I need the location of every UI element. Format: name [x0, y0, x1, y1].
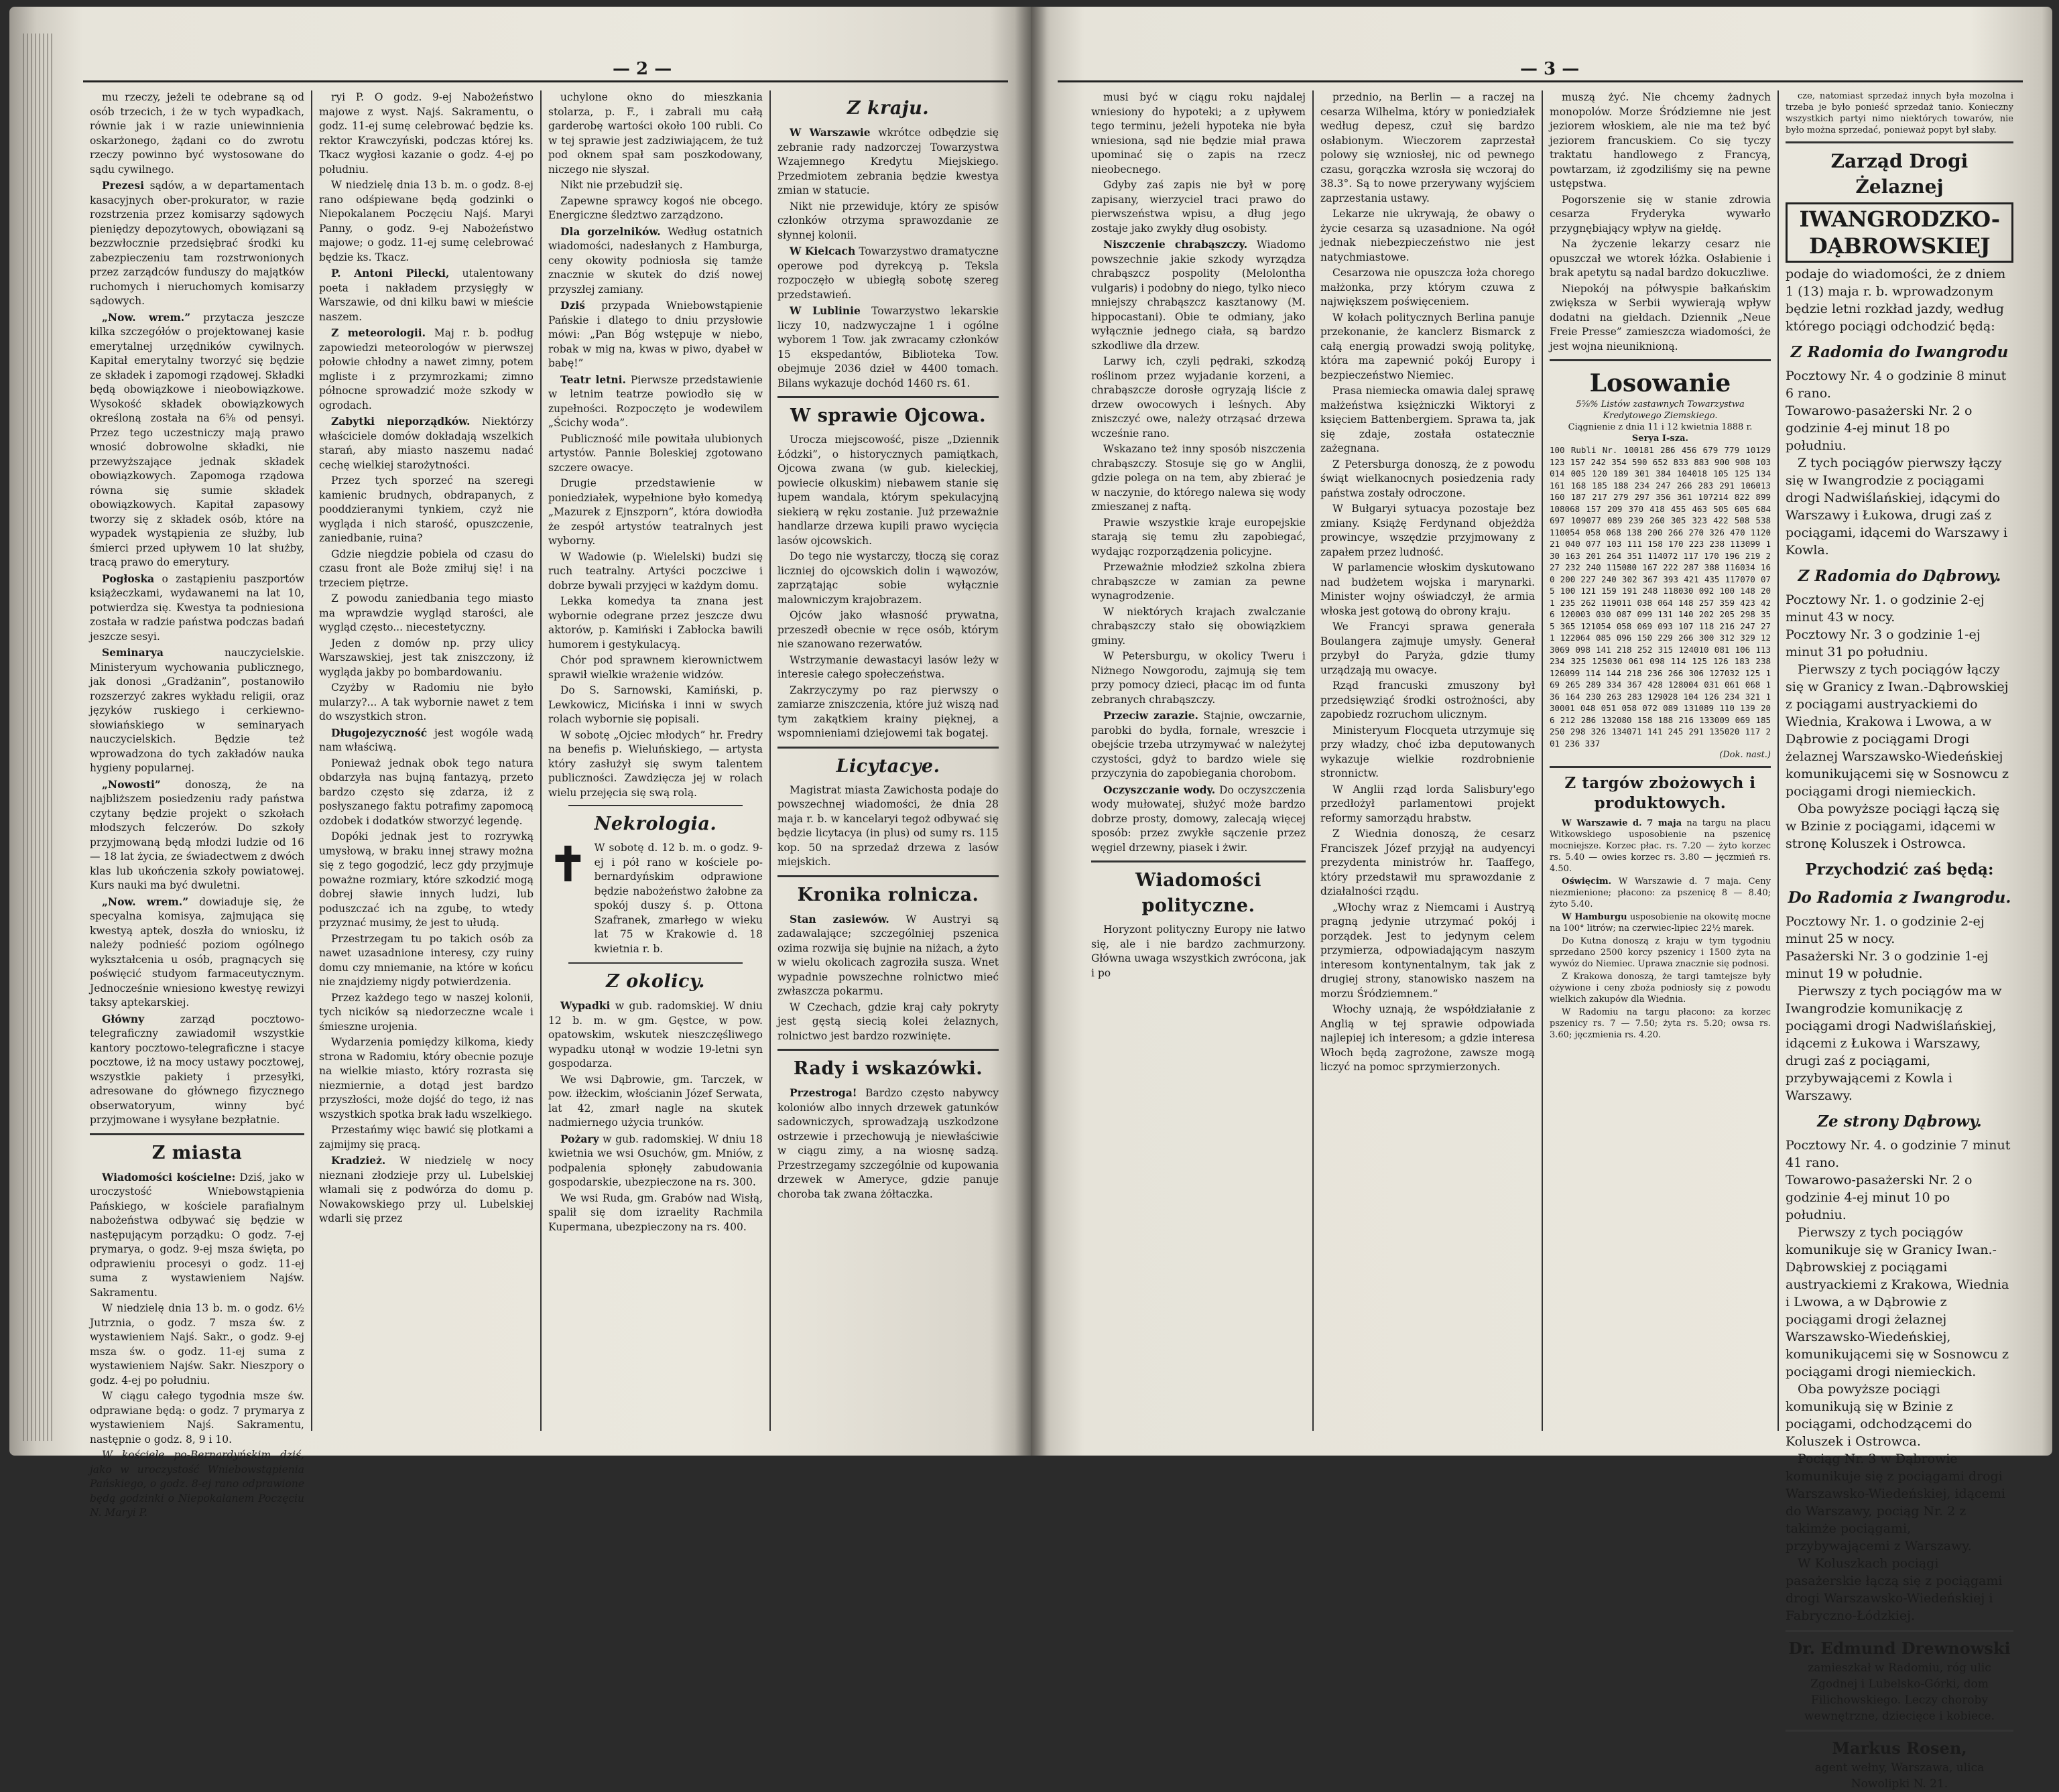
- section-heading: Z kraju.: [847, 98, 930, 119]
- lead-word: Wypadki: [560, 999, 611, 1012]
- column-rule: [1542, 90, 1543, 1431]
- paragraph: Stajnie, owczarnie, parobki do bydła, fornale, wreszcie i obejście trzeba utrzymywać w należytej czystości, gdyż to bardzo wiele się przyczynia do zapobiegania chorobom.: [1091, 710, 1306, 779]
- paragraph: Lekarze nie ukrywają, że obawy o życie cesarza są uzasadnione. Na ogół jednak niebezpieczeństwo nie jest natychmiastowe.: [1320, 208, 1535, 263]
- paragraph: Przestrzegam tu po takich osób za nawet uzasadnione interesy, czy ruiny domu czy mniemanie, na które w końcu nie znajdziemy nigdy potwierdzenia.: [319, 932, 534, 988]
- paragraph: Wskazano też inny sposób niszczenia chrabąszczy. Stosuje się go w Anglii, gdzie polega on na tem, aby zbierać je w naczynie, do którego nalewa się wody zmieszanej z naftą.: [1091, 443, 1306, 513]
- paragraph: Według ostatnich wiadomości, nadesłanych z Hamburga, ceny okowity podniosła się tamże znacznie w skutek do dziś nowej przyszłej zamiany.: [548, 225, 763, 296]
- losowanie-date: Ciągnienie z dnia 11 i 12 kwietnia 1888 r.: [1568, 422, 1753, 432]
- train-entry: Pocztowy Nr. 1. o godzinie 2-ej minut 43 w nocy.: [1786, 592, 1985, 625]
- section-heading: Z targów zbożowych i produktowych.: [1564, 774, 1756, 812]
- lead-word: Dziś: [560, 299, 585, 312]
- paragraph: utalentowany poeta i nakładem przysięgły w Warszawie, od dni kilku bawi w mieście naszem.: [319, 267, 534, 323]
- paragraph: W sobotę d. 12 b. m. o godz. 9-ej i pół rano w kościele po-bernardyńskim odprawione będzie nabożeństwo żałobne za spokój duszy ś. p. Ottona Szafranek, zmarłego w wieku lat 75 w Krakowie d. 18 kwietnia r. b.: [594, 842, 763, 955]
- train-entry: Pocztowy Nr. 3 o godzinie 1-ej minut 31 po południu.: [1786, 627, 1981, 659]
- train-note: Pociąg Nr. 3 w Dąbrowie komunikuje się z pociągami drogi Warszawsko-Wiedeńskiej, idącemi do Warszawy, pociąg Nr. 2 z takimże pociągami, przybywającemi z Warszawy.: [1786, 1452, 2005, 1553]
- paragraph: donoszą, że na najbliższem posiedzeniu rady państwa czytany będzie projekt o szkołach młodszych felczerów. Do szkoły przyjmowaną będą młodzi ludzie od 16 — 18 lat życia, ze świadectwem z dwóch klas lub ukończenia szkoły powiatowej. Kurs nauki ma być dwuletni.: [90, 778, 304, 891]
- train-entry: Pocztowy Nr. 4. o godzinie 7 minut 41 rano.: [1786, 1138, 2011, 1170]
- paragraph: Ponieważ jednak obok tego natura obdarzyła nas bujną fantazyą, przeto bardzo często się zdarza, iż z posłyszanego faktu potrafimy zapomocą ozdobek i dodatków stworzyć legendę.: [319, 757, 534, 827]
- section-heading: Z miasta: [151, 1142, 243, 1163]
- lead-word: Długojezyczność: [331, 726, 428, 739]
- lead-word: Przestroga!: [790, 1086, 857, 1099]
- obituary: [548, 836, 763, 958]
- losowanie-subtitle: 5⅝% Listów zastawnych Towarzystwa Kredytowego Ziemskiego.: [1576, 399, 1745, 421]
- left-col-4: [777, 90, 999, 1437]
- railway-name: IWANGRODZKO-DĄBROWSKIEJ: [1786, 202, 2013, 263]
- nekrologia-heading: Nekrologia.: [594, 814, 717, 834]
- paragraph: W Wadowie (p. Wielelski) budzi się ruch teatralny. Artyści poczciwe i dobrze bywali przyjęci w każdym domu.: [548, 550, 763, 592]
- paragraph: Do oczyszczenia wody mułowatej, służyć może bardzo dobrze prosty, domowy, zalecają więcej sposób: przez zwykłe sączenie przez węgiel drzewny, piasek i żwir.: [1091, 783, 1306, 854]
- paragraph: W Radomiu na targu płacono: za korzec pszenicy rs. 7 — 7.50; żyta rs. 5.20; owsa rs. 3.60; jęczmienia rs. 4.20.: [1550, 1007, 1771, 1040]
- section-heading: W sprawie Ojcowa.: [790, 405, 986, 426]
- section-divider: [1550, 766, 1771, 768]
- lead-word: Oświęcim.: [1562, 877, 1612, 887]
- paragraph: Przestańmy więc bawić się plotkami a zajmijmy się pracą.: [319, 1124, 534, 1151]
- section-divider: [777, 1049, 999, 1051]
- paragraph: W niedzielę w nocy nieznani złodzieje przy ul. Lubelskiej włamali się z podwórza do domu p. Nowakowskiego przy ul. Lubelskiej wdarli się przez: [319, 1155, 534, 1224]
- train-note: Pierwszy z tych pociągów ma w Iwangrodzie komunikację z pociągami drogi Nadwiślańskiej, idącemi z Łukowa i Warszawy, drugi zaś z pociągami, przybywającemi z Kowla i Warszawy.: [1786, 984, 2002, 1103]
- paragraph: Czyżby w Radomiu nie było mularzy?... A tak wybornie nawet z tem do wszystkich stron.: [319, 682, 534, 722]
- paragraph: W Petersburgu, w okolicy Tweru i Niżnego Nowgorodu, zajmują się tem przy pomocy dzieci, płacąc im od funta zebranych chrabąszczy.: [1091, 650, 1306, 706]
- train-note: Pierwszy z tych pociągów komunikuje się w Granicy Iwan.-Dąbrowskiej z pociągami austryackiemi z Krakowa, Wiednia i Lwowa, a w Dąbrowie z pociągami drogi żelaznej Warszawsko-Wiedeńskiej, komunikującemi się w Sosnowcu z pociągami drogi niemieckich.: [1786, 1225, 2009, 1379]
- lead-word: W Warszawie: [790, 126, 871, 139]
- paragraph: W sobotę „Ojciec młodych” hr. Fredry na benefis p. Wieluńskiego, — artysta który zasłużył się swym talentem publiczności. Zawdzięcza jej w rolach wielu przejęcia się swą rolą.: [548, 728, 763, 799]
- route-heading: Przychodzić zaś będą:: [1805, 860, 1994, 879]
- newspaper-spread: [9, 7, 2052, 1791]
- paragraph: przypada Wniebowstąpienie Pańskie i dlatego to dniu przysłowie mówi: „Pan Bóg wstępuje w niebo, robak w mig na, kwas w piwo, dyabeł w babę!”: [548, 300, 763, 369]
- paragraph: W Czechach, gdzie kraj cały pokryty jest gęstą siecią kolei żelaznych, rolnictwo jest bardzo rozwinięte.: [777, 1001, 999, 1042]
- paragraph: W kościele po-Bernardyńskim dziś, jako w uroczystość Wniebowstąpienia Pańskiego, o godz. 8-ej rano odprawione będą godzinki o Niepokalanem Poczęciu N. Maryi P.: [90, 1449, 304, 1519]
- lead-word: Prezesi: [102, 179, 144, 192]
- section-heading: Rady i wskazówki.: [793, 1058, 983, 1079]
- paragraph: Przeważnie młodzież szkolna zbiera chrabąszcze w zamian za pewne wynagrodzenie.: [1091, 561, 1306, 602]
- right-col-2: [1320, 90, 1535, 1437]
- paragraph: Towarzystwo dramatyczne operowe pod dyrekcyą p. Teksla rozpoczęło w ubiegłą sobotę szereg przedstawień.: [777, 245, 999, 301]
- paragraph: Bardzo często nabywcy koloniów albo innych drzewek gatunków sadowniczych, sprowadzają uszkodzone ostrzewie i przechowują je niewłaściwie w ciągu zimy, a na wiosnę sadzą. Przestrzegamy szczególnie od kupowania drzewek w Ameryce, gdzie panuje choroba tak zwana żółtaczka.: [777, 1087, 999, 1200]
- lead-word: „Now. wrem.”: [102, 310, 191, 324]
- lead-word: W Hamburgu: [1562, 912, 1627, 922]
- paragraph: Z powodu zaniedbania tego miasto ma wprawdzie wygląd starości, ale wygląd często... niecestetyczny.: [319, 592, 534, 633]
- page-number-right: — 3 —: [1520, 59, 1580, 79]
- section-divider: [1091, 860, 1306, 862]
- paragraph: Zapewne sprawcy kogoś nie obcego. Energiczne śledztwo zarządzono.: [548, 194, 763, 221]
- train-note: Z tych pociągów pierwszy łączy się w Iwangrodzie z pociągami drogi Nadwiślańskiej, idącymi do Warszawy i Łukowa, drugi zaś z pociągami, idącemi do Warszawy i Kowla.: [1786, 456, 2008, 558]
- paragraph: Dziś, jako w uroczystość Wniebowstąpienia Pańskiego, w kościele parafialnym nabożeństwa odbywać się będzie w następującym porządku: O godz. 7-ej prymarya, o godz. 9-ej msza święta, po odprawieniu procesyi o godz. 11-ej suma z wystawieniem Najśw. Sakramentu.: [90, 1171, 304, 1299]
- lead-word: W Kielcach: [790, 245, 856, 257]
- lead-word: P. Antoni Pilecki,: [331, 267, 450, 279]
- draw-numbers: 100 Rubli Nr. 100181 286 456 679 779 10129 123 157 242 354 590 652 833 883 900 908 103014 005 120 189 301 384 104018 105 125 134 161 168 185 188 234 247 266 283 291 106013 160 187 217 279 297 356 361 107214 822 899 108068 157 209 370 418 455 463 505 605 684 697 109077 089 239 260 305 323 422 508 538 110054 058 068 138 200 266 270 326 470 112021 040 077 103 111 158 170 223 238 113099 130 163 201 264 351 114072 117 170 196 219 227 232 240 115080 167 222 287 388 116034 160 200 227 240 302 367 393 421 435 117070 075 100 121 159 191 248 118030 092 100 148 201 235 262 119011 038 064 148 257 359 423 426 120003 030 087 099 131 140 202 205 298 355 365 121054 058 069 093 107 118 216 247 271 122064 085 096 150 229 266 300 312 329 123069 098 141 218 252 315 124010 081 106 113 234 325 125030 061 098 114 125 126 183 238 126099 114 144 218 236 266 306 127032 125 169 265 289 334 367 428 128004 031 061 068 136 164 230 263 283 129028 104 126 234 321 130001 048 051 058 072 089 131089 110 139 206 212 286 132080 158 188 216 133009 069 185 250 298 326 134071 141 245 291 135020 117 201 236 337: [1550, 445, 1771, 749]
- lead-word: Wiadomości kościelne:: [102, 1170, 236, 1183]
- column-rule: [769, 90, 771, 1431]
- advert-text: agent wełny, Warszawa, ulica Nowolipki N. 21.: [1814, 1761, 1985, 1791]
- section-divider: [1786, 1630, 2013, 1632]
- paragraph: Gdyby zaś zapis nie był w porę zapisany, wierzyciel traci prawo do pierwszeństwa wpisu, a dług jego zostaje jako zwykły dług osobisty.: [1091, 179, 1306, 235]
- paragraph: Larwy ich, czyli pędraki, szkodzą roślinom przez wyjadanie korzeni, a chrabąszcze dorosłe ogryzają liście z drzew owocowych i leśnych. Aby zniszczyć owe, należy otrząsać drzewa wcześnie rano.: [1091, 355, 1306, 440]
- section-divider: [568, 805, 743, 806]
- paragraph: Z Wiednia donoszą, że cesarz Franciszek Józef przyjął na audyencyi prezydenta ministrów hr. Taaffego, który przedstawił mu sprawozdanie z działalności rządu.: [1320, 828, 1535, 897]
- page-edges: [23, 34, 52, 1441]
- paragraph: W Anglii rząd lorda Salisbury'ego przedłożył parlamentowi projekt reformy samorządu hrabstw.: [1320, 783, 1535, 824]
- column-rule: [540, 90, 542, 1431]
- left-col-1: [90, 90, 304, 1519]
- book-gutter: [1015, 7, 1047, 1456]
- paragraph: Niepokój na półwyspie bałkańskim zwiększa w Serbii wywierają wpływ dodatni na giełdach. Dziennik „Neue Freie Presse” zamieszcza wiadomości, że jest wojna nieuniknioną.: [1550, 282, 1771, 353]
- paragraph: w gub. radomskiej. W dniu 12 b. m. w gm. Gęstce, w pow. opatowskim, wskutek nieszczęśliwego wypadku utonął w wodzie 19-letni syn gospodarza.: [548, 1000, 763, 1070]
- paragraph: Do Kutna donoszą z kraju w tym tygodniu sprzedano 2500 korcy pszenicy i 1500 żyta na wywóz do Niemiec. Uprawa znacznie się podnosi.: [1550, 936, 1771, 969]
- section-divider: [777, 747, 999, 749]
- column-rule: [311, 90, 312, 1431]
- paragraph: Prasa niemiecka omawia dalej sprawę małżeństwa księżniczki Wiktoryi z księciem Battenbergiem. Sprawa ta, jak się zdaje, została ostatecznie zażegnana.: [1320, 385, 1535, 454]
- paragraph: Lekka komedya ta znana jest wybornie odegrane przez jeszcze dwu aktorów, p. Kamiński i Zabłocka bawili humorem i gestykulacyą.: [548, 595, 763, 651]
- paragraph: Maj r. b. podług zapowiedzi meteorologów w pierwszej połowie chłodny a nawet zimny, potem mgliste i z przymrozkami; zimno północne sprowadzić może szkody w ogrodach.: [319, 327, 534, 411]
- column-rule: [1312, 90, 1314, 1431]
- paragraph: Niektórzy właściciele domów dokładają wszelkich starań, aby miasto naszemu nadać cechę wielkiej starożytności.: [319, 415, 534, 471]
- paragraph: Towarzystwo lekarskie liczy 10, nadzwyczajne 1 i ogólne wyborem 1 Tow. jak zwracamy członków 15 ekspedantów, Biblioteka Tow. obejmuje 2036 dzieł w 4400 tomach. Bilans wykazuje dochód 1460 rs. 61.: [777, 305, 999, 389]
- lead-word: Seminarya: [102, 646, 164, 659]
- paragraph: We Francyi sprawa generała Boulangera zajmuje umysły. Generał przybył do Paryża, gdzie tłumy urządzają mu owacye.: [1320, 621, 1535, 676]
- paragraph: Do tego nie wystarczy, tłoczą się coraz liczniej do ojcowskich dolin i wąwozów, zaprzątając sobie wyłącznie malowniczym krajobrazem.: [777, 550, 999, 606]
- advert-name: Markus Rosen,: [1832, 1738, 1967, 1758]
- left-col-3: [548, 90, 763, 1437]
- paragraph: Ojców jako własność prywatna, przeszedł obecnie w ręce osób, którym nie szanowano rezerwatów.: [777, 609, 999, 650]
- paragraph: W parlamencie włoskim dyskutowano nad budżetem wojska i marynarki. Minister wojny oświadczył, że armia włoska jest gotową do obrony kraju.: [1320, 562, 1535, 617]
- paragraph: Do S. Sarnowski, Kamiński, p. Lewkowicz, Micińska i inni w swych rolach wybornie się popisali.: [548, 684, 763, 725]
- lead-word: W Lublinie: [790, 304, 861, 317]
- paragraph: W niedzielę dnia 13 b. m. o godz. 6½ Jutrznia, o godz. 7 msza św. z wystawieniem Najś. Sakr., o godz. 9-ej msza św. o godz. 11-ej suma z wystawieniem Najśw. Sakr. Nieszpory o godz. 4-ej po południu.: [90, 1302, 304, 1387]
- paragraph: uchylone okno do mieszkania stolarza, p. F., i zabrali mu całą garderobę wartości około 100 rubli. Co w tej sprawie jest zadziwiającem, że tuż pod oknem spał sam poszkodowany, niczego nie słyszał.: [548, 91, 763, 176]
- paragraph: Włochy uznają, że współdziałanie z Anglią w tej sprawie odpowiada najlepiej ich interesom; a gdzie interesa Włoch będą zagrożone, zawsze mogą liczyć na pomoc sprzymierzonych.: [1320, 1003, 1535, 1073]
- right-page: [1031, 7, 2052, 1791]
- lead-word: Dla gorzelników.: [560, 225, 661, 238]
- paragraph: Drugie przedstawienie w poniedziałek, wypełnione było komedyą „Mazurek z Ejnszporn”, która dowiodła że zespół artystów teatralnych jest wyborny.: [548, 477, 763, 547]
- advertisement: [1786, 1737, 2013, 1792]
- paragraph: Pierwsze przedstawienie w letnim teatrze powiodło się w zupełności. Rozpoczęto je wodewilem „Ścichy woda”.: [548, 373, 763, 429]
- lead-word: W Warszawie d. 7 maja: [1562, 818, 1682, 828]
- section-divider: [90, 1133, 304, 1135]
- paragraph: Horyzont polityczny Europy nie łatwo się, ale i nie bardzo zachmurzony. Główna uwaga wszystkich zwrócona, jak i po: [1091, 923, 1306, 979]
- losowanie-series: Serya I-sza.: [1631, 434, 1689, 444]
- paragraph: W ciągu całego tygodnia msze św. odprawiane będą: o godz. 7 prymarya z wystawieniem Najś. Sakramentu, następnie o godz. 8, 9 i 10.: [90, 1390, 304, 1446]
- train-entry: Pocztowy Nr. 1. o godzinie 2-ej minut 25 w nocy.: [1786, 914, 1985, 946]
- section-divider: [777, 875, 999, 877]
- paragraph: Jeden z domów np. przy ulicy Warszawskiej, jest tak zniszczony, iż wygląda jakby po bombardowaniu.: [319, 637, 534, 678]
- lead-word: „Nowosti”: [102, 777, 161, 791]
- paragraph: We wsi Dąbrowie, gm. Tarczek, w pow. iłżeckim, włościanin Józef Serwata, lat 42, zmarł nagle na skutek nadmiernego użycia trunków.: [548, 1073, 763, 1129]
- paragraph: Dopóki jednak jest to rozrywką umysłową, w braku innej strawy można się z tego gogodzić, lecz gdy przyjmuje poważne rozmiary, które szkodzić mogą dobrej sławie innych ludzi, lub poduszczać ich na zgubę, to wtedy przyznać musimy, że jest to ułudą.: [319, 830, 534, 929]
- train-entry: Pocztowy Nr. 4 o godzinie 8 minut 6 rano.: [1786, 369, 2007, 401]
- paragraph: Z Petersburga donoszą, że z powodu świąt wielkanocnych posiedzenia rady państwa zostały odroczone.: [1320, 458, 1535, 499]
- lead-word: Kradzież.: [331, 1154, 386, 1167]
- paragraph: musi być w ciągu roku najdalej wniesiony do hypoteki; a z upływem tego terminu, jeżeli hypoteka nie była wniesiona, sąd nie będzie miał prawa upominać się o zapis na rzecz nieobecnego.: [1091, 91, 1306, 176]
- column-rule: [1777, 90, 1779, 1431]
- paragraph: usposobienie na okowitę mocne na 100° litrów; na czerwiec-lipiec 22½ marek.: [1550, 912, 1771, 934]
- paragraph: ryi P. O godz. 9-ej Nabożeństwo majowe z wyst. Najś. Sakramentu, o godz. 11-ej sumę celebrować będzie ks. rektor Krawczyński, podczas której ks. Tkacz wygłosi kazanie o godz. 4-ej po południu.: [319, 91, 534, 176]
- paragraph: o zastąpieniu paszportów książeczkami, wydawanemi na lat 10, potwierdza się. Kwestya ta podniesiona została w radzie państwa podczas badań jeszcze sesyi.: [90, 572, 304, 643]
- paragraph: Urocza miejscowość, pisze „Dziennik Łódzki”, o historycznych pamiątkach, Ojcowa zwana (w gub. kieleckiej, powiecie olkuskim) niebawem stanie się łupem wandala, którym spekulacyjną siekierą w ręku zostanie. Już przeważnie handlarze drzewa kupili prawo wycięcia lasów ojcowskich.: [777, 434, 999, 547]
- lead-word: „Now. wrem.”: [102, 895, 189, 908]
- advertisement: [1786, 1637, 2013, 1724]
- paragraph: Ministeryum Flocqueta utrzymuje się przy władzy, choć izba deputowanych wykazuje wielkie rozdrobnienie stronnictw.: [1320, 724, 1535, 779]
- paragraph: Wydarzenia pomiędzy kilkoma, kiedy strona w Radomiu, który obecnie pozuje na wielkie miasto, który rozrasta się niezmiernie, a dotąd jest bardzo przyszłości, może dojść do tego, iż nas wszystkich spotka brak ładu wszelkiego.: [319, 1036, 534, 1121]
- lead-word: Niszczenie chrabąszczy.: [1103, 238, 1248, 251]
- train-note: Oba powyższe pociągi komunikują się w Bzinie z pociągami, odchodzącemi do Koluszek i Ostrowca.: [1786, 1382, 1973, 1449]
- lead-word: Przeciw zarazie.: [1103, 709, 1199, 722]
- paragraph: Przez każdego tego w naszej kolonii, tych nicików są niedorzeczne wcale i śmieszne urojenia.: [319, 991, 534, 1033]
- paragraph: W Warszawie d. 7 maja. Ceny niezmienione; płacono: za pszenicę 8 — 8.40; żyto 5.40.: [1550, 877, 1771, 909]
- paragraph: Nikt nie przewiduje, który ze spisów członków otrzyma sprawozdanie ze słynnej kolonii.: [777, 200, 999, 241]
- lead-word: Oczyszczanie wody.: [1103, 783, 1216, 796]
- paragraph: w gub. radomskiej. W dniu 18 kwietnia we wsi Osuchów, gm. Mniów, z podpalenia spłonęły zabudowania gospodarskie, ubezpieczone na rs. 300.: [548, 1133, 763, 1188]
- advert-text: zamieszkał w Radomiu, róg ulic Zgodnej i Lubelsko-Górki, dom Filichowskiego. Leczy choroby wewnętrzne, dziecięce i kobiece.: [1804, 1661, 1995, 1723]
- right-col-4: [1786, 90, 2013, 1791]
- section-divider: [777, 396, 999, 398]
- paragraph: Pogorszenie się w stanie zdrowia cesarza Fryderyka wywarło przygnębiający wpływ na giełdę.: [1550, 193, 1771, 235]
- right-col-3: [1550, 90, 1771, 1437]
- section-divider: [568, 962, 743, 964]
- section-divider: [1786, 141, 2013, 143]
- paragraph: Prawie wszystkie kraje europejskie starają się temu złu zapobiegać, wydając rozporządzenia policyjne.: [1091, 516, 1306, 558]
- paragraph: wkrótce odbędzie się zebranie rady nadzorczej Towarzystwa Wzajemnego Kredytu Miejskiego. Przedmiotem zebrania będzie kwestya zmian w statucie.: [777, 127, 999, 196]
- paragraph: Przez tych sporzeć na szeregi kamienic brudnych, obdrapanych, z pooddzieranymi tynkiem, czyż nie wygląda i nich starość, opuszczenie, zaniedbanie, ruina?: [319, 474, 534, 544]
- paragraph: zarząd pocztowo-telegraficzny zawiadomił wszystkie kantory pocztowo-telegraficzne i stacye pocztowe, iż na mocy ustawy pocztowej, wszystkie pakiety i przesyłki, adresowane do głównego fizycznego obserwatoryum, winny być przyjmowane i wysyłane bezpłatnie.: [90, 1013, 304, 1126]
- train-note: W Koluszkach pociągi pasażerskie łączą się z pociągami drogi Warszawsko-Wiedeńskiej i Fabryczno-Łódzkiej.: [1786, 1556, 2003, 1623]
- header-rule: [1058, 80, 2023, 82]
- railway-notice-title: Zarząd Drogi Żelaznej: [1830, 150, 1969, 198]
- paragraph: W niektórych krajach zwalczanie chrabąszczy stało się obowiązkiem gminy.: [1091, 605, 1306, 647]
- paragraph: cze, natomiast sprzedaż innych była mozolna i trzeba je było ponieść sprzedaż tanio. Konieczny wszystkich partyi nimo niektórych towarów, nie było można sprzedać, ponieważ popyt był słaby.: [1786, 91, 2013, 135]
- paragraph: Z Krakowa donoszą, że targi tamtejsze były ożywione i ceny zboża podniosły się z powodu wielkich zakupów dla Wiednia.: [1550, 972, 1771, 1005]
- paragraph: nauczycielskie. Ministeryum wychowania publicznego, jak donosi „Gradżanin”, postanowiło rozszerzyć zakres wykładu religii, oraz języków ruskiego i cerkiewno-słowiańskiego w seminaryach nauczycielskich. Będzie też wprowadzona do tych zakładów nauka hygieny popularnej.: [90, 647, 304, 774]
- route-heading: Ze strony Dąbrowy.: [1817, 1112, 1982, 1131]
- paragraph: jest wogóle wadą nam właściwą.: [319, 726, 534, 753]
- left-page: [9, 7, 1031, 1519]
- lead-word: Pogłoska: [102, 572, 155, 585]
- paragraph: Chór pod sprawnem kierownictwem sprawił wielkie wrażenie widzów.: [548, 654, 763, 681]
- paragraph: na targu na placu Witkowskiego usposobienie na pszenicę mocniejsze. Korzec płac. rs. 7.20 — żyto korzec rs. 5.40 — owies korzec rs. 3.80 — jęczmień rs. 4.50.: [1550, 818, 1771, 874]
- lead-word: Stan zasiewów.: [790, 912, 889, 925]
- paragraph: W Austryi są zadawalające; szczególniej pszenica ozima rozwija się bujnie na niżach, a żyto w wielu okolicach zagroziła susza. Wnet wypadnie powszechne rolnictwo mieć zwłaszcza pokarmu.: [777, 913, 999, 997]
- left-col-2: [319, 90, 534, 1437]
- train-entry: Towarowo-pasażerski Nr. 2 o godzinie 4-ej minut 18 po południu.: [1786, 403, 1973, 453]
- train-entry: Towarowo-pasażerski Nr. 2 o godzinie 4-ej minut 10 po południu.: [1786, 1173, 1973, 1222]
- paragraph: Na życzenie lekarzy cesarz nie opuszczał we wtorek łóżka. Osłabienie i brak apetytu są nadal bardzo dokuczliwe.: [1550, 238, 1771, 279]
- lead-word: Pożary: [560, 1132, 599, 1145]
- lead-word: Główny: [102, 1012, 145, 1025]
- paragraph: W niedzielę dnia 13 b. m. o godz. 8-ej rano odśpiewane będą godzinki o Niepokalanem Poczęciu Najś. Maryi Panny, o godz. 9-ej Nabożeństwo majowe; o godz. 11-ej sumę celebrować będzie ks. Tkacz.: [319, 179, 534, 263]
- paragraph: Wiadomo powszechnie jakie szkody wyrządza chrabąszcz pospolity (Melolontha vulgaris) i podobny do niego, tylko nieco mniejszy chrabąszcz kasztanowy (M. hippocastani). Obie te odmiany, jako wyłącznie jednego ciała, są bardzo szkodliwe dla drzew.: [1091, 239, 1306, 352]
- paragraph: „Włochy wraz z Niemcami i Austryą pragną jedynie utrzymać pokój i porządek. Jest to jedynym celem przymierza, odpowiadającym naszym interesom kontynentalnym, tak jak z drugiej strony, stanowisko naszem na morzu Śródziemnem.”: [1320, 901, 1535, 1000]
- paragraph: muszą żyć. Nie chcemy żadnych monopolów. Morze Śródziemne nie jest jeziorem włoskiem, ale nie ma też być jeziorem francuskiem. Co się tyczy traktatu handlowego z Francyą, powtarzam, iż zgodziliśmy się na pewne ustępstwa.: [1550, 91, 1771, 190]
- train-note: Oba powyższe pociągi łączą się w Bzinie z pociągami, idącemi w stronę Koluszek i Ostrowca.: [1786, 802, 2000, 851]
- section-divider: [1550, 359, 1771, 361]
- route-heading: Do Radomia z Iwangrodu.: [1788, 889, 2011, 907]
- lead-word: Z meteorologii.: [331, 326, 426, 339]
- paragraph: przednio, na Berlin — a raczej na cesarza Wilhelma, który w poniedziałek według depesz, czuł się bardzo osłabionym. Wieczorem zaprzestał polowy się wzniosłej, nic od pewnego czasu, gorączka wzrosła się wczoraj do 38.3°. Są to nowe przerywany wyjściem zaprzestania ustawy.: [1320, 91, 1535, 204]
- section-heading: Z okolicy.: [606, 971, 705, 992]
- section-heading: Kronika rolnicza.: [797, 884, 979, 905]
- losowanie-heading: Losowanie: [1589, 369, 1731, 397]
- paragraph: Gdzie niegdzie pobiela od czasu do czasu front ale Boże zmiłuj się! i na trzeciem piętrze.: [319, 548, 534, 589]
- lead-word: Teatr letni.: [560, 373, 626, 386]
- paragraph: Magistrat miasta Zawichosta podaje do powszechnej wiadomości, że dnia 28 maja r. b. w kancelaryi tegoż odbywać się będzie licytacya (in plus) od sumy rs. 115 kop. 50 na sprzedaż drzewa z lasów miejskich.: [777, 783, 999, 868]
- advert-name: Dr. Edmund Drewnowski: [1788, 1639, 2011, 1658]
- continued-note: (Dok. nast.): [1719, 750, 1771, 760]
- cross-icon: ✝: [548, 836, 588, 892]
- paragraph: Zakrzyczymy po raz pierwszy o zamiarze zniszczenia, które już wiszą nad tym zakątkiem krainy pięknej, a wspomnieniami dziejowemi tak bogatej.: [777, 684, 999, 739]
- page-number-left: — 2 —: [613, 59, 672, 79]
- paragraph: dowiaduje się, że specyalna komisya, zajmująca się kwestyą aptek, doszła do wniosku, iż należy podnieść poziom ogólnego wykształcenia u osób, pragnących się poświęcić studyom farmaceutycznym. Jednocześnie wniesiono kwestyę rewizyi taksy aptekarskiej.: [90, 895, 304, 1009]
- paragraph: przytacza jeszcze kilka szczegółów o projektowanej kasie emerytalnej urzędników cywilnych. Kapitał emerytalny tworzyć się będzie ze składek i zapomogi rządowej. Składki będą obowiązkowe i nieobowiązkowe. Wysokość składek obowiązkowych określoną została na 6⅝ od pensyi. Przez tego uczestniczy mają prawo wnosić dobrowolne składki, nie przewyższające jednak składek obowiązkowych. Zapomoga rządowa równa się sumie składek obowiązkowych. Kapitał zapasowy tworzy się z składek osób, które na wypadek wystąpienia ze służby, lub śmierci przed upływem 10 lat służby, tracą prawo do emerytury.: [90, 311, 304, 568]
- right-col-1: [1091, 90, 1306, 1437]
- paragraph: Publiczność mile powitała ulubionych artystów. Pannie Boleskiej zgotowano szczere owacye.: [548, 432, 763, 474]
- section-heading: Wiadomości polityczne.: [1135, 870, 1261, 916]
- paragraph: Rząd francuski zmuszony był przedsięwziąć środki ostrożności, aby zapobiedz rozruchom ulicznym.: [1320, 680, 1535, 720]
- paragraph: sądów, a w departamentach kasacyjnych ober-prokurator, w razie rozstrzenia przez komisarzy sądowych pieniędzy depozytowych, obowiązani są bezzwłocznie przedsiębrać środki ku zabezpieczeniu tam rozstrwonionych przez zarządców funduszy do majątków ruchomych i nieruchomych komisarzy sądowych.: [90, 180, 304, 307]
- route-heading: Z Radomia do Iwangrodu: [1790, 343, 2009, 361]
- paragraph: We wsi Ruda, gm. Grabów nad Wisłą, spalił się dom izraelity Rachmila Kupermana, ubezpieczony na rs. 400.: [548, 1192, 763, 1233]
- paragraph: Nikt nie przebudził się.: [560, 179, 683, 191]
- section-heading: Licytacye.: [836, 755, 940, 777]
- section-divider: [1786, 1730, 2013, 1732]
- lead-word: Zabytki nieporządków.: [331, 415, 471, 428]
- train-note: Pierwszy z tych pociągów łączy się w Granicy z Iwan.-Dąbrowskiej z pociągami austryackiemi do Wiednia, Krakowa i Lwowa, a w Dąbrowie z pociągami Drogi żelaznej Warszawsko-Wiedeńskiej komunikującemi się w Sosnowcu z pociągami drogi niemieckich.: [1786, 662, 2009, 799]
- route-heading: Z Radomia do Dąbrowy.: [1798, 567, 2001, 585]
- notice-intro: podaje do wiadomości, że z dniem 1 (13) maja r. b. wprowadzonym będzie letni rozkład jazdy, według którego pociągi odchodzić będą:: [1786, 267, 2006, 334]
- paragraph: mu rzeczy, jeżeli te odebrane są od osób trzecich, i że w tych wypadkach, równie jak i w razie uniewinnienia oskarżonego, żądani co do zwrotu rzeczy powinno być wystosowane do sądu cywilnego.: [90, 91, 304, 176]
- paragraph: Wstrzymanie dewastacyi lasów leży w interesie całego społeczeństwa.: [777, 653, 999, 680]
- paragraph: W Bułgaryi sytuacya pozostaje bez zmiany. Książę Ferdynand objeżdża prowincye, wszędzie przyjmowany z zapałem przez ludność.: [1320, 503, 1535, 558]
- paragraph: W kołach politycznych Berlina panuje przekonanie, że kanclerz Bismarck z całą energią prowadzi swoją politykę, która ma zapewnić pokój Europy i bezpieczeństwo Niemiec.: [1320, 311, 1535, 381]
- header-rule: [83, 80, 1008, 82]
- train-entry: Pasażerski Nr. 3 o godzinie 1-ej minut 19 w południe.: [1786, 949, 1989, 981]
- paragraph: Cesarzowa nie opuszcza łoża chorego małżonka, przy którym czuwa z największem poświęceniem.: [1320, 267, 1535, 308]
